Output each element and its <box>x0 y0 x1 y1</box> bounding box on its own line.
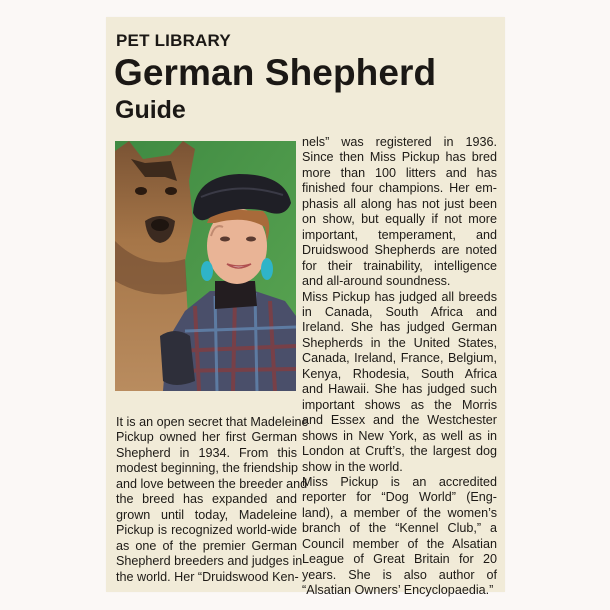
text-line: in Canada, South Africa and <box>302 304 497 319</box>
text-line: Since then Miss Pickup has bred <box>302 150 497 165</box>
text-line: Miss Pickup has judged all breeds <box>302 289 497 304</box>
text-line: Shepherd breeders and judges in <box>116 554 303 569</box>
book-cover-page <box>106 17 505 598</box>
text-line: and Essex and the Westchester <box>302 413 497 428</box>
text-line: branch of the “Kennel Club,” a <box>302 521 497 536</box>
text-line: It is an open secret that Madeleine <box>116 415 309 429</box>
text-line: on show, but equally if not more <box>302 212 497 227</box>
text-line: Pickup owned her first German <box>116 430 297 445</box>
text-line: modest beginning, the friendship <box>116 461 299 476</box>
text-line: Ireland. She has judged German <box>302 320 497 335</box>
text-line: shows in New York, as well as in <box>302 428 497 443</box>
text-line: Druidswood Shepherds are noted <box>302 243 497 258</box>
text-line: League of Great Britain for 20 <box>302 552 497 567</box>
series-label: PET LIBRARY <box>116 31 231 50</box>
text-line: reporter for “Dog World” (Eng- <box>302 490 497 505</box>
text-line: show in the world. <box>302 459 403 474</box>
photo-illustration <box>115 141 296 391</box>
text-line: London at Cruft’s, the largest dog <box>302 444 497 459</box>
text-line: and love between the breeder and <box>116 476 308 491</box>
text-line: Shepherds in the United States, <box>302 335 497 350</box>
text-line: phasis all along has not just been <box>302 196 497 211</box>
text-line: finished four champions. Her em- <box>302 181 497 196</box>
text-line: and Hawaii. She has judged such <box>302 382 497 397</box>
text-line: Council member of the Alsatian <box>302 536 497 551</box>
text-column-right <box>302 135 497 599</box>
book-subtitle: Guide <box>115 96 186 124</box>
text-line: the world. Her “Druidswood Ken- <box>116 569 299 584</box>
text-line: Miss Pickup is an accredited <box>302 474 497 489</box>
text-line: Shepherd in 1934. From this <box>116 445 297 460</box>
text-line: grown until today, Madeleine <box>116 507 297 522</box>
text-line: as one of the premier German <box>116 538 297 553</box>
text-column-left <box>116 415 309 585</box>
text-line: Pickup is recognized world-wide <box>116 523 297 538</box>
text-line: for their trainability, intelligence <box>302 258 497 273</box>
author-with-dog-photo <box>115 141 296 391</box>
book-title: German Shepherd <box>114 52 437 93</box>
text-line: and all-around soundness. <box>302 274 451 289</box>
text-line: years. She is also author of <box>302 567 497 582</box>
text-line: land), a member of the women’s <box>302 505 497 520</box>
text-line: the breed has expanded and <box>116 492 297 507</box>
text-line: Kenya, Rhodesia, South Africa <box>302 366 497 381</box>
text-line: “Alsatian Owners’ Encyclopaedia.” <box>302 583 494 598</box>
text-line: important, temperament, and <box>302 227 497 242</box>
text-line: Canada, Ireland, France, Belgium, <box>302 351 497 366</box>
text-line: important shows as the Morris <box>302 397 497 412</box>
text-line: nels” was registered in 1936. <box>302 135 497 149</box>
text-line: more than 100 litters and has <box>302 165 497 180</box>
